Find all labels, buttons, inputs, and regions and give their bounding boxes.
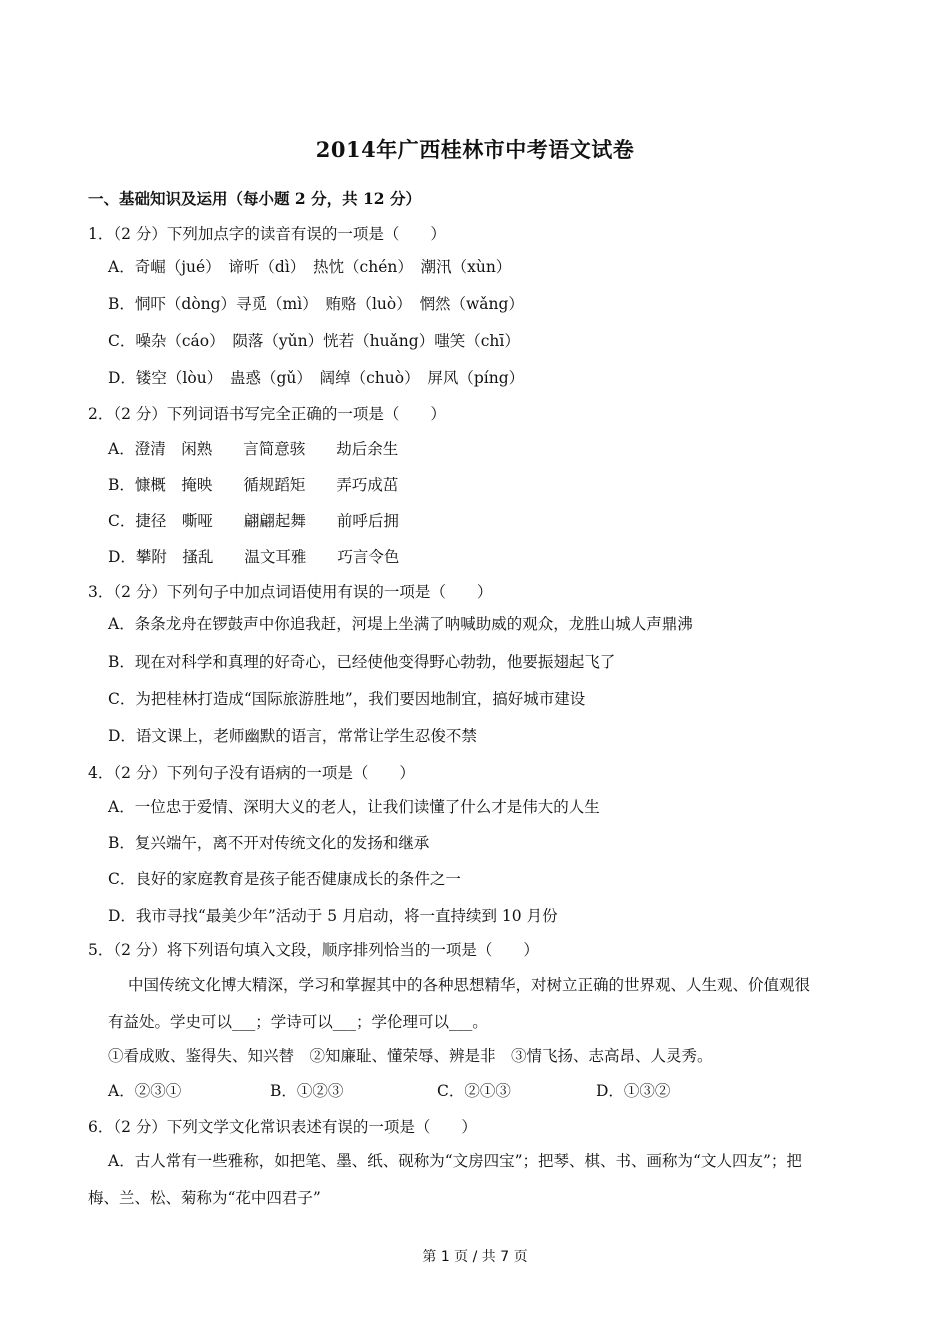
question-2-stem: 2．（2 分）下列词语书写完全正确的一项是（ ）: [88, 405, 446, 423]
question-5-option-c: C．②①③: [437, 1082, 511, 1100]
page-footer: 第 1 页 / 共 7 页: [422, 1249, 528, 1265]
question-2-option-d: D．攀附 搔乱 温文耳雅 巧言令色: [108, 548, 400, 566]
question-3-option-a: A．条条龙舟在锣鼓声中你追我赶，河堤上坐满了呐喊助威的观众，龙胜山城人声鼎沸: [108, 615, 693, 633]
question-6-stem: 6．（2 分）下列文学文化常识表述有误的一项是（ ）: [88, 1118, 477, 1136]
question-4-stem: 4．（2 分）下列句子没有语病的一项是（ ）: [88, 764, 415, 782]
question-4-option-b: B．复兴端午，离不开对传统文化的发扬和继承: [108, 834, 430, 852]
question-1-option-a: A．奇崛（jué） 谛听（dì） 热忱（chén） 潮汛（xùn）: [108, 258, 512, 276]
question-5-option-d: D．①③②: [596, 1082, 671, 1100]
question-1-option-d: D．镂空（lòu） 蛊惑（gǔ） 阔绰（chuò） 屏风（píng）: [108, 369, 525, 387]
question-1-option-c: C．噪杂（cáo） 陨落（yǔn）恍若（huǎng）嗤笑（chī）: [108, 332, 520, 350]
question-3-stem: 3．（2 分）下列句子中加点词语使用有误的一项是（ ）: [88, 583, 493, 601]
question-2-option-b: B．慷概 掩映 循规蹈矩 弄巧成茁: [108, 476, 399, 494]
question-1-option-b: B．恫吓（dòng）寻觅（mì） 贿赂（luò） 惘然（wǎng）: [108, 295, 524, 313]
question-2-option-c: C．捷径 嘶哑 翩翩起舞 前呼后拥: [108, 512, 399, 530]
section-heading: 一、基础知识及运用（每小题 2 分，共 12 分）: [88, 189, 421, 208]
question-5-items: ①看成败、鉴得失、知兴替 ②知廉耻、懂荣辱、辨是非 ③情飞扬、志高昂、人灵秀。: [108, 1047, 713, 1065]
question-5-stem: 5．（2 分）将下列语句填入文段，顺序排列恰当的一项是（ ）: [88, 941, 539, 959]
question-4-option-d: D．我市寻找“最美少年”活动于 5 月启动，将一直持续到 10 月份: [108, 907, 558, 925]
question-5-option-b: B．①②③: [270, 1082, 344, 1100]
question-6-option-a-line-2: 梅、兰、松、菊称为“花中四君子”: [88, 1189, 321, 1207]
question-3-option-d: D．语文课上，老师幽默的语言，常常让学生忍俊不禁: [108, 727, 477, 745]
question-3-option-c: C．为把桂林打造成“国际旅游胜地”，我们要因地制宜，搞好城市建设: [108, 690, 586, 708]
question-4-option-c: C．良好的家庭教育是孩子能否健康成长的条件之一: [108, 870, 461, 888]
question-2-option-a: A．澄清 闲熟 言简意骇 劫后余生: [108, 440, 399, 458]
question-6-option-a-line-1: A．古人常有一些雅称，如把笔、墨、纸、砚称为“文房四宝”；把琴、棋、书、画称为“文人四友”；把: [108, 1152, 802, 1170]
question-5-option-a: A．②③①: [108, 1082, 182, 1100]
question-1-stem: 1．（2 分）下列加点字的读音有误的一项是（ ）: [88, 225, 446, 243]
question-4-option-a: A．一位忠于爱情、深明大义的老人，让我们读懂了什么才是伟大的人生: [108, 798, 600, 816]
page-title: 2014年广西桂林市中考语文试卷: [315, 137, 635, 162]
question-3-option-b: B．现在对科学和真理的好奇心，已经使他变得野心勃勃，他要振翅起飞了: [108, 653, 616, 671]
question-5-passage-line-2: 有益处。学史可以___；学诗可以___；学伦理可以___。: [108, 1013, 488, 1031]
question-5-passage-line-1: 中国传统文化博大精深，学习和掌握其中的各种思想精华，对树立正确的世界观、人生观、价值观很: [128, 976, 811, 994]
